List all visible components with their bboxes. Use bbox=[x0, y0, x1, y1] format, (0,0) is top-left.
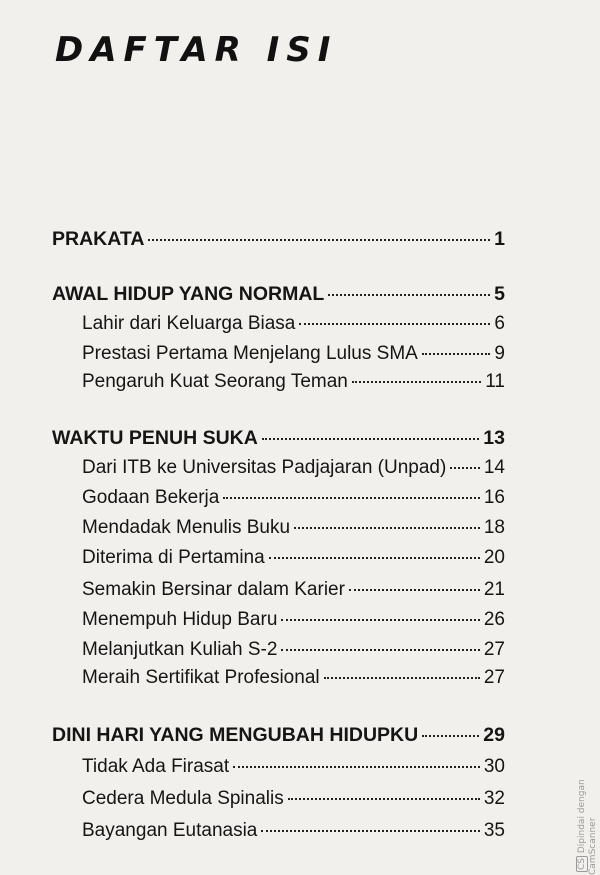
toc-item-label: Semakin Bersinar dalam Karier bbox=[82, 579, 345, 600]
dot-leader bbox=[299, 323, 490, 325]
toc-item-label: Diterima di Pertamina bbox=[82, 547, 265, 568]
dot-leader bbox=[352, 381, 481, 383]
toc-chapter-dini-hari bbox=[52, 723, 505, 747]
toc-page-number: 35 bbox=[483, 820, 505, 841]
dot-leader bbox=[450, 467, 480, 469]
page-title: DAFTAR ISI bbox=[55, 30, 338, 70]
dot-leader bbox=[269, 557, 480, 559]
toc-page-number: 13 bbox=[483, 427, 505, 449]
toc-page-number: 30 bbox=[483, 756, 505, 777]
toc-item-label: Menempuh Hidup Baru bbox=[82, 609, 278, 630]
toc-chapter-label: WAKTU PENUH SUKA bbox=[52, 427, 258, 449]
dot-leader bbox=[324, 677, 480, 679]
toc-item bbox=[82, 755, 505, 779]
toc-chapter-prakata bbox=[52, 227, 505, 251]
toc-item-label: Cedera Medula Spinalis bbox=[82, 788, 284, 809]
toc-item bbox=[82, 608, 505, 632]
toc-page-number: 29 bbox=[483, 724, 505, 746]
dot-leader bbox=[422, 735, 479, 737]
toc-chapter-label: AWAL HIDUP YANG NORMAL bbox=[52, 283, 325, 305]
toc-chapter-label: PRAKATA bbox=[52, 228, 145, 250]
toc-page-number: 32 bbox=[483, 788, 505, 809]
toc-chapter-label: DINI HARI YANG MENGUBAH HIDUPKU bbox=[52, 724, 419, 746]
dot-leader bbox=[281, 649, 479, 651]
toc-item bbox=[82, 486, 505, 510]
toc-item-label: Melanjutkan Kuliah S-2 bbox=[82, 639, 278, 660]
toc-page-number: 5 bbox=[494, 283, 505, 305]
toc-page-number: 27 bbox=[483, 639, 505, 660]
toc-page-number: 9 bbox=[494, 343, 505, 364]
toc-item-label: Bayangan Eutanasia bbox=[82, 820, 258, 841]
dot-leader bbox=[261, 830, 479, 832]
toc-item bbox=[82, 370, 505, 394]
toc-item-label: Mendadak Menulis Buku bbox=[82, 517, 291, 538]
toc-item-label: Dari ITB ke Universitas Padjajaran (Unpad) bbox=[82, 457, 447, 478]
dot-leader bbox=[281, 619, 479, 621]
camscanner-logo-icon: CS bbox=[577, 858, 587, 870]
toc-item bbox=[82, 342, 505, 366]
toc-item-label: Godaan Bekerja bbox=[82, 487, 220, 508]
toc-page-number: 27 bbox=[483, 667, 505, 688]
dot-leader bbox=[328, 294, 490, 296]
toc-chapter-waktu-penuh-suka bbox=[52, 426, 505, 450]
toc-page-number: 11 bbox=[485, 371, 505, 392]
toc-page-number: 16 bbox=[483, 487, 505, 508]
toc-page-number: 6 bbox=[494, 313, 505, 334]
toc-page-number: 14 bbox=[483, 457, 505, 478]
toc-page-number: 26 bbox=[483, 609, 505, 630]
toc-item-label: Prestasi Pertama Menjelang Lulus SMA bbox=[82, 343, 418, 364]
dot-leader bbox=[422, 353, 491, 355]
toc-item bbox=[82, 516, 505, 540]
scanner-watermark-text: Dipindai dengan CamScanner bbox=[577, 779, 598, 875]
dot-leader bbox=[148, 239, 490, 241]
toc-item bbox=[82, 638, 505, 662]
dot-leader bbox=[349, 589, 480, 591]
toc-page-number: 1 bbox=[494, 228, 505, 250]
toc-page-number: 20 bbox=[483, 547, 505, 568]
toc-item bbox=[82, 546, 505, 570]
toc-item bbox=[82, 666, 505, 690]
toc-page-number: 21 bbox=[483, 579, 505, 600]
scanner-watermark bbox=[576, 740, 598, 875]
toc-item bbox=[82, 578, 505, 602]
dot-leader bbox=[294, 527, 480, 529]
toc-item-label: Tidak Ada Firasat bbox=[82, 756, 230, 777]
toc-item-label: Pengaruh Kuat Seorang Teman bbox=[82, 371, 348, 392]
toc-item-label: Meraih Sertifikat Profesional bbox=[82, 667, 320, 688]
dot-leader bbox=[262, 438, 479, 440]
dot-leader bbox=[233, 766, 480, 768]
toc-item bbox=[82, 312, 505, 336]
dot-leader bbox=[223, 497, 480, 499]
toc-item-label: Lahir dari Keluarga Biasa bbox=[82, 313, 296, 334]
toc-chapter-awal-hidup bbox=[52, 282, 505, 306]
toc-item bbox=[82, 819, 505, 843]
toc-item bbox=[82, 456, 505, 480]
dot-leader bbox=[288, 798, 480, 800]
toc-item bbox=[82, 787, 505, 811]
toc-page-number: 18 bbox=[483, 517, 505, 538]
